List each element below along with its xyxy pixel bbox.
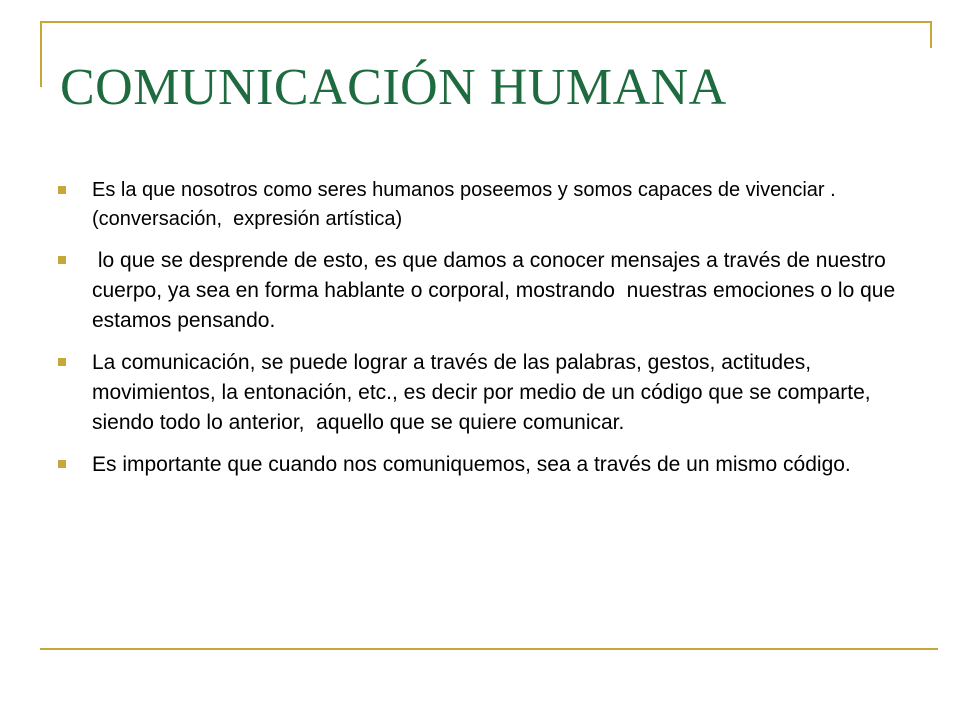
frame-left-line [40,21,42,87]
square-bullet-icon [58,460,66,468]
slide-title: COMUNICACIÓN HUMANA [60,59,727,116]
frame-bottom-line [40,648,938,650]
bullet-item-1 [56,176,916,234]
bullet-list [56,176,916,492]
square-bullet-icon [58,186,66,194]
bullet-text: Es importante que cuando nos comuniquemos, sea a través de un mismo código. [92,453,851,476]
frame-top-line [40,21,932,23]
bullet-text: La comunicación, se puede lograr a través de las palabras, gestos, actitudes, movimientos, la entonación, etc., es decir por medio de un código que se comparte, siendo todo lo anterior, aquello que se quiere comunicar. [92,351,877,434]
bullet-item-3 [56,348,916,438]
bullet-item-2 [56,246,916,336]
frame-right-line [930,21,932,48]
square-bullet-icon [58,358,66,366]
bullet-text: Es la que nosotros como seres humanos poseemos y somos capaces de vivenciar .(conversación, expresión artística) [92,179,836,230]
square-bullet-icon [58,256,66,264]
bullet-text: lo que se desprende de esto, es que damos a conocer mensajes a través de nuestro cuerpo, ya sea en forma hablante o corporal, mostrando nuestras emociones o lo que estamos pensando. [92,249,901,332]
bullet-item-4 [56,450,916,480]
